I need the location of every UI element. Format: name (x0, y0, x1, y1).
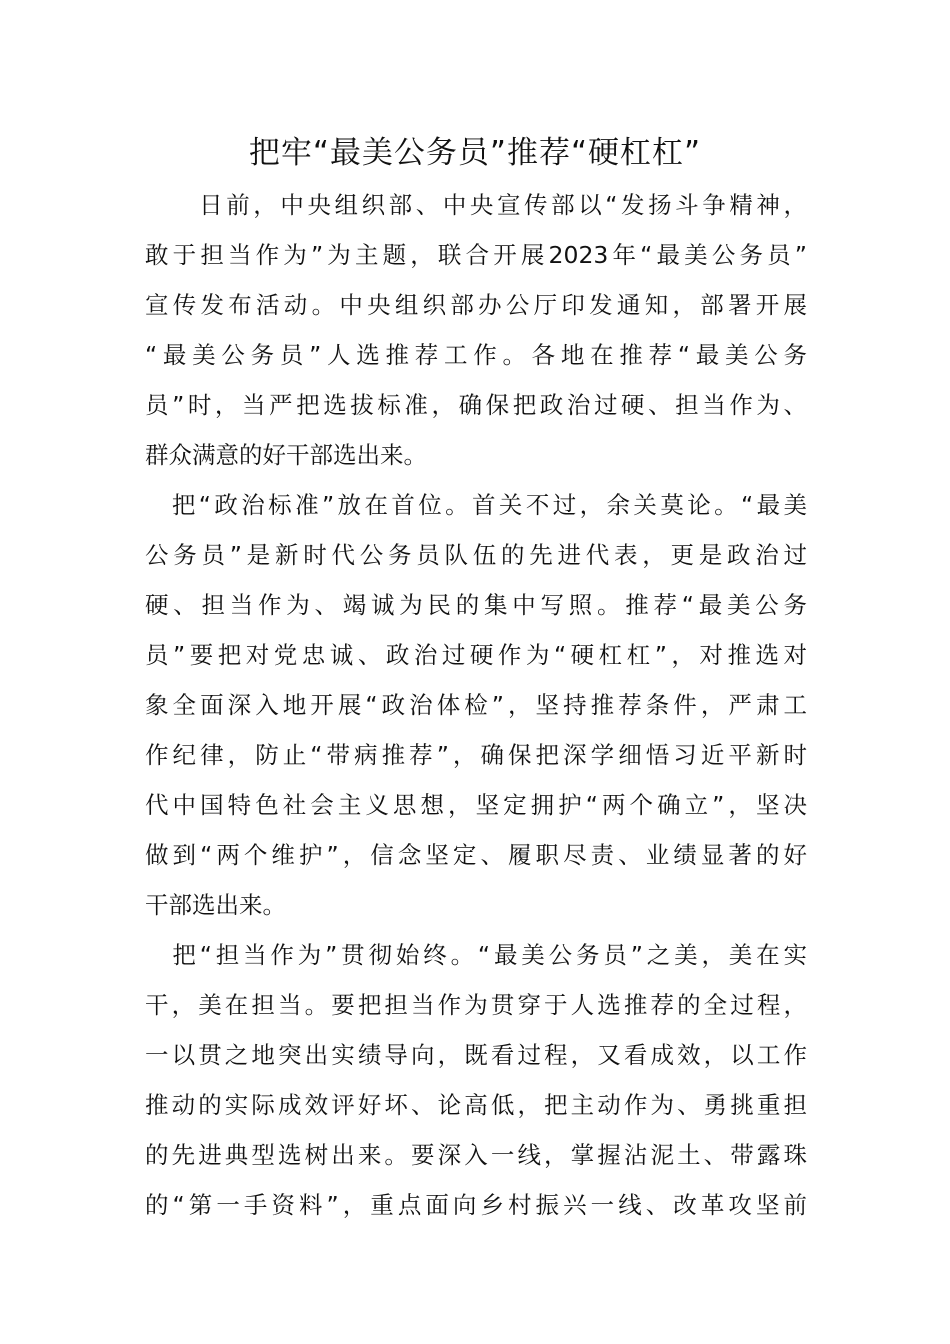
paragraph-line: 象全面深入地开展“政治体检”，坚持推荐条件，严肃工 (145, 691, 807, 719)
document-title: 把牢“最美公务员”推荐“硬杠杠” (248, 135, 702, 171)
paragraph-line: 代中国特色社会主义思想，坚定拥护“两个确立”，坚决 (145, 791, 807, 819)
paragraph-line: 员”要把对党忠诚、政治过硬作为“硬杠杠”，对推选对 (145, 641, 807, 669)
paragraph-line: 一以贯之地突出实绩导向，既看过程，又看成效，以工作 (145, 1041, 807, 1069)
paragraph-line: 把“政治标准”放在首位。首关不过，余关莫论。“最美 (145, 491, 807, 519)
paragraph-line: 作纪律，防止“带病推荐”，确保把深学细悟习近平新时 (145, 741, 807, 769)
paragraph-line: 的先进典型选树出来。要深入一线，掌握沾泥土、带露珠 (145, 1141, 807, 1169)
document-body (145, 180, 807, 1230)
paragraph-line: 的“第一手资料”，重点面向乡村振兴一线、改革攻坚前 (145, 1191, 807, 1219)
paragraph-1 (145, 180, 807, 480)
paragraph-line: 敢于担当作为”为主题，联合开展2023年“最美公务员” (145, 241, 807, 269)
paragraph-2 (145, 480, 807, 930)
paragraph-line: 干，美在担当。要把担当作为贯穿于人选推荐的全过程， (145, 991, 807, 1019)
paragraph-line: 把“担当作为”贯彻始终。“最美公务员”之美，美在实 (145, 941, 807, 969)
paragraph-line: 做到“两个维护”，信念坚定、履职尽责、业绩显著的好 (145, 841, 807, 869)
paragraph-3 (145, 930, 807, 1230)
paragraph-line: 公务员”是新时代公务员队伍的先进代表，更是政治过 (145, 541, 807, 569)
paragraph-line: 推动的实际成效评好坏、论高低，把主动作为、勇挑重担 (145, 1091, 807, 1119)
paragraph-line: 干部选出来。 (145, 891, 286, 919)
paragraph-line: 宣传发布活动。中央组织部办公厅印发通知，部署开展 (145, 291, 807, 319)
paragraph-line: “最美公务员”人选推荐工作。各地在推荐“最美公务 (145, 341, 807, 369)
paragraph-line: 日前，中央组织部、中央宣传部以“发扬斗争精神， (145, 191, 807, 219)
paragraph-line: 员”时，当严把选拔标准，确保把政治过硬、担当作为、 (145, 391, 807, 419)
paragraph-line: 硬、担当作为、竭诚为民的集中写照。推荐“最美公务 (145, 591, 807, 619)
paragraph-line: 群众满意的好干部选出来。 (145, 441, 427, 469)
